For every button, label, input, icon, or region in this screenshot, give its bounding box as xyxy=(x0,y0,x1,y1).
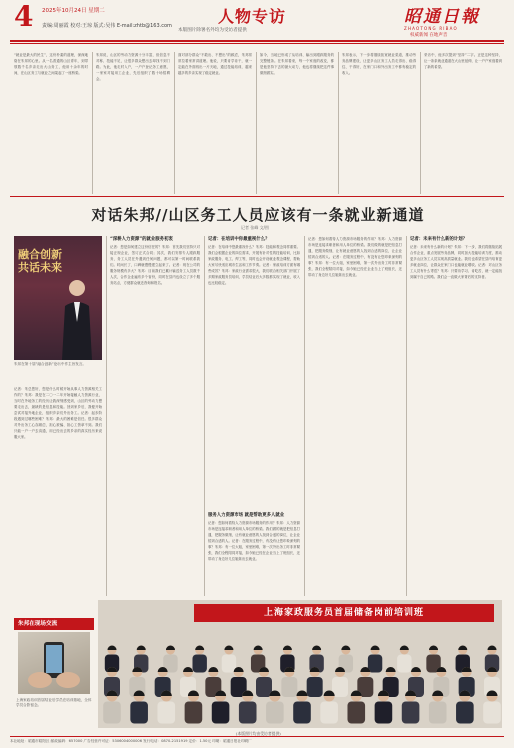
column-divider xyxy=(174,52,175,194)
group-photo xyxy=(98,600,502,728)
top-column-1: “就业是最大的民生”，这份朴素的道理，深深地烙在朱邦的心里。从一名普通的山区青年，到带领数千名乡亲走出大山务工，他用十余年的时间，在山区务工与就业之间架起了一座桥梁。 xyxy=(14,53,88,75)
speaker-figure xyxy=(60,276,94,360)
column-divider xyxy=(406,236,407,596)
column-divider xyxy=(338,52,339,194)
phone-photo xyxy=(18,632,90,694)
column-divider xyxy=(106,236,107,596)
column-divider xyxy=(420,52,421,194)
subhead-2: 记者：在培训中你最重视什么？ xyxy=(208,237,270,242)
headline-rule xyxy=(10,196,504,197)
stage-backdrop-text xyxy=(18,248,62,274)
person-figure xyxy=(192,646,206,673)
subhead-3: 服务人力资源市场 就是帮助更多人就业 xyxy=(208,513,285,518)
top-column-3: 面对部分群众“不敢出、不想出”的顾虑，朱邦常常拉着家常讲道理。他说，只要肯学肯干，就一定能在外面闯出一片天地，通过技能培训，越来越多的乡亲实现了稳定就业。 xyxy=(178,53,252,75)
column-5: 记者：未来有什么新的计划？朱邦：下一步，我们将继续拓展合作企业，重点发展劳务品牌，同时加大技能培训力度，推动更多山区务工人员实现高质量就业。我们也希望在县内培育更多就业岗位，让群众在家门口也能就业增收。记者：对山区务工人员有什么寄语？朱邦：只要肯学习、肯吃苦，就一定能找到属于自己的路。我们会一直做大家背后的支持者。 xyxy=(410,245,502,279)
photo-credit-note: 本版图片除署名外均为受访者提供 xyxy=(178,28,247,33)
page-footer: 本社地址：昭通市昭阳区 邮政编码：657000 广告经营许可证：5306004000006 发行电话：0870-2151919 定价：1.50元 印刷：昭通日报社印刷厂 xyxy=(10,739,252,743)
header-slogan: 权威新闻 在地声音 xyxy=(410,33,448,38)
person-figure xyxy=(222,646,236,673)
article-headline: 对话朱邦//山区务工人员应该有一条就业新通道 xyxy=(91,206,425,224)
column-divider xyxy=(256,52,257,194)
stage-backdrop-line: 融合创新 共话未来 xyxy=(18,248,62,274)
article-byline: 记者 张峰 文/图 xyxy=(241,225,269,230)
top-column-6: 采访中，他多次提到“坚持”二字。正是这种坚持，让一条条就业通道在大山里延伸，让一户户家庭看到了新的希望。 xyxy=(424,53,502,69)
footer-rule xyxy=(10,736,504,737)
issue-date: 2025年10月24日 星期二 xyxy=(42,8,105,14)
training-banner: 上海家政服务员首届储备岗前培训班 xyxy=(194,604,494,622)
header-rule xyxy=(10,40,504,42)
top-column-2: 朱邦说，山区的劳动力资源十分丰富，但信息不对称、技能不足，让很多群众想出去却找不到门路。为此，他走村入户，一户户登记务工意愿，一家家对接用工企业，先后组织了数十场招聘会。 xyxy=(96,53,170,81)
crowd-figures xyxy=(98,628,502,728)
top-column-4: 如今，当地已形成了从培训、输出到跟踪服务的完整链条。在朱邦看来，每一个家庭的改变，都是他坚持下去的最大动力，他也将继续把这件事做细做实。 xyxy=(260,53,334,75)
top-column-5: 朱邦表示，下一步将继续拓宽就业渠道，推动劳务品牌建设，让更多山区务工人员走得出、稳得住、干得好，在家门口和外出务工中都有稳定的收入。 xyxy=(342,53,416,75)
page-number: 4 xyxy=(14,0,34,33)
column-divider xyxy=(204,236,205,596)
person-figure xyxy=(397,646,411,673)
column-4: 记者：您如何看待人力资源市场服务的作用？朱邦：人力资源市场是连接求职者和用人单位的桥梁。我们做的就是把信息打通，把服务做细，让有就业意愿的人找到合适的岗位，让企业招到合适的人。记者：在服务过程中，有没有让您印象深刻的事？朱邦：有一位大姐，家里困难，第一次外出务工时非常紧张，我们全程陪同对接，如今她已经在企业当上了班组长，还带动了身边好几位姐妹出去就业。 xyxy=(308,237,402,277)
group-photo-caption: (本版照片均由受访者提供) xyxy=(236,731,281,736)
phone-photo-tag: 朱邦在现场交流 xyxy=(14,618,94,630)
column-2: 记者：您是如何建立这份信任的？朱邦：首先我们坚持只对接正规企业，签订正式合同；其次，我们安排专人跟踪服务，务工人员在外遇到任何问题，都可以第一时间联系我们。时间长了，口碑就慢慢建立起来了。记者：现在公司的服务规模有多大？朱邦：目前我们已累计输送务工人员数千人次，合作企业遍布多个省份，同时在县内也设立了多个服务站点，方便群众就近咨询和报名。 xyxy=(110,245,200,285)
phone-photo-box xyxy=(14,618,94,722)
logo-pinyin: ZHAOTONG RIBAO xyxy=(404,26,458,31)
editor-meta: 责编:周丽霞 校对:王琼 版式:吴伟 E-mail:zhtb@163.com xyxy=(42,23,172,29)
header-rule-thin xyxy=(10,43,504,44)
subhead-4: 记者：未来有什么新的计划？ xyxy=(410,237,468,242)
page-header xyxy=(0,0,514,44)
speaker-photo-caption: 朱邦在第十届“融合创新”论坛中作主旨发言。 xyxy=(14,362,87,366)
person-figure xyxy=(368,646,382,673)
column-divider xyxy=(304,236,305,596)
column-3-lower: 记者：您如何看待人力资源市场服务的作用？朱邦：人力资源市场是连接求职者和用人单位的桥梁。我们做的就是把信息打通，把服务做细，让有就业意愿的人找到合适的岗位，让企业招到合适的人。记者：在服务过程中，有没有让您印象深刻的事？朱邦：有一位大姐，家里困难，第一次外出务工时非常紧张，我们全程陪同对接，如今她已经在企业当上了班组长，还带动了身边好几位姐妹出去就业。 xyxy=(208,521,300,561)
phone-photo-caption: 上海家政培训首届结业后学员在培训基地，全体学员合影留念。 xyxy=(16,698,92,707)
column-divider xyxy=(92,52,93,194)
logo-text: 昭通日報 xyxy=(404,7,480,27)
column-1-lower: 记者：朱总您好，您是什么时候开始从事人力资源相关工作的？朱邦：我是在二〇一二年开始接触人力资源行业，当时在外地务工的经历让我深刻感受到，山区的劳动力想要走出去，最缺的是信息和技能。回到家乡后，我便开始尝试对接外地企业，组织乡亲们外出务工。记者：起步阶段遇到过哪些困难？朱邦：最大的困难是信任。很多群众对外出务工心存顾虑，担心被骗、担心工资拿不到。我们只能一户一户去沟通，用已经出去的乡亲的真实经历来说服大家。 xyxy=(14,387,102,439)
section-title: 人物专访 xyxy=(218,7,287,26)
newspaper-logo xyxy=(404,2,500,32)
column-3: 记者：在培训中您最重视什么？朱邦：技能和观念同样重要。我们会根据企业的岗位需求，开展有针对性的技能培训，比如家政服务、电工、焊工等，同时也会开设就业观念课程，帮助大家尽快适应城市生活和工作节奏。记者：家政培训方面有哪些成效？朱邦：家政行业需求很大，我们联合相关部门开展了多期家政服务员培训，学员结业后大多数都实现了就业，收入也比较稳定。 xyxy=(208,245,300,285)
subhead-1: “深耕人力资源”的就业服务初衷 xyxy=(110,237,173,242)
hands-phone-icon xyxy=(18,632,90,694)
speaker-photo xyxy=(14,236,102,360)
